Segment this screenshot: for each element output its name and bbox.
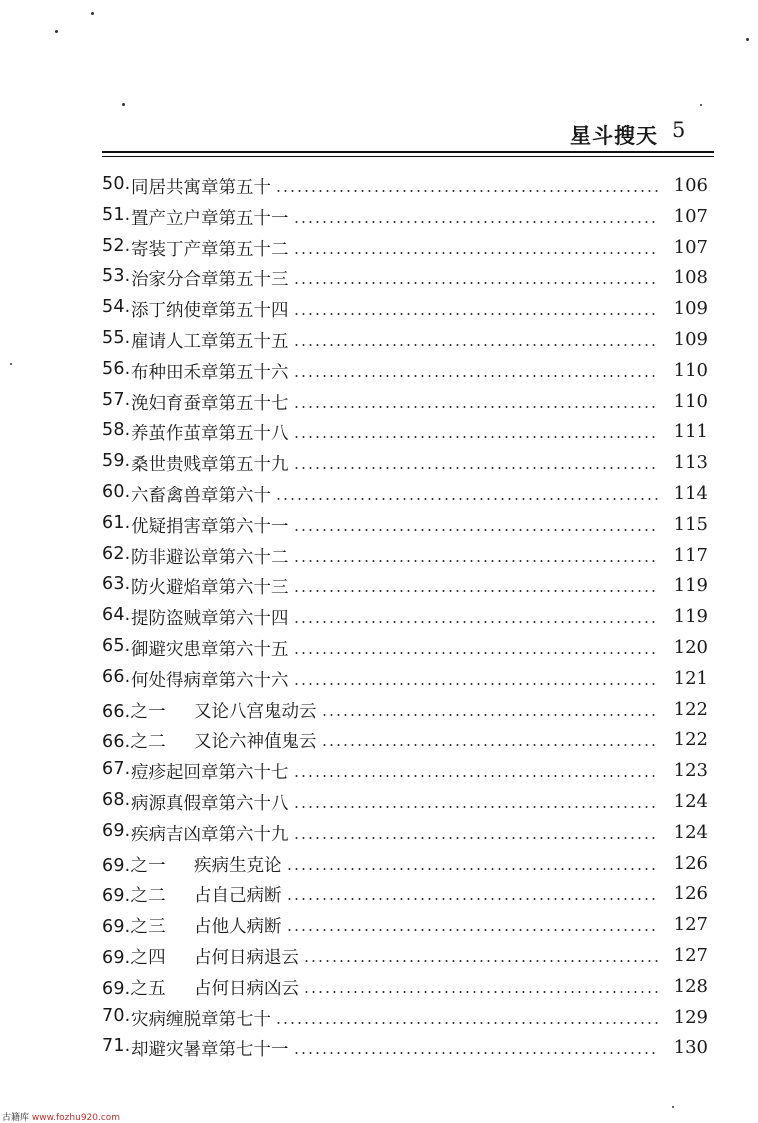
dot-leader — [293, 775, 659, 777]
entry-title: 治家分合章第五十三 — [131, 270, 289, 291]
dot-leader — [293, 560, 659, 562]
dot-leader — [293, 406, 659, 408]
dot-leader — [293, 436, 659, 438]
toc-entry — [102, 757, 714, 788]
scan-speck — [91, 12, 94, 15]
scan-speck — [672, 1106, 674, 1108]
dot-leader — [286, 929, 659, 931]
toc-entry — [102, 172, 714, 203]
toc-entry — [102, 942, 714, 973]
entry-title: 御避灾患章第六十五 — [131, 639, 289, 660]
toc-entry — [102, 665, 714, 696]
entry-number: 70. — [102, 1005, 131, 1026]
toc-entry — [102, 326, 714, 357]
entry-number: 69.之三 — [102, 917, 166, 938]
entry-title: 占自己病断 — [194, 886, 282, 907]
entry-title: 占他人病断 — [194, 917, 282, 938]
entry-title: 疾病生克论 — [194, 855, 282, 876]
toc-entry — [102, 264, 714, 295]
entry-page-number: 130 — [673, 1037, 708, 1059]
entry-title: 养茧作茧章第五十八 — [131, 424, 289, 445]
dot-leader — [275, 190, 659, 192]
entry-number: 53. — [102, 266, 131, 287]
entry-number: 69.之一 — [102, 855, 166, 876]
entry-number: 69.之五 — [102, 978, 166, 999]
entry-number: 63. — [102, 574, 131, 595]
toc-entry — [102, 418, 714, 449]
toc-entry — [102, 542, 714, 573]
toc-entry — [102, 511, 714, 542]
scan-speck — [55, 30, 58, 33]
entry-page-number: 128 — [673, 975, 708, 997]
entry-title: 又论六神值鬼云 — [194, 732, 317, 753]
entry-page-number: 127 — [673, 914, 708, 936]
entry-number: 66.之二 — [102, 732, 166, 753]
entry-title: 防非避讼章第六十二 — [131, 547, 289, 568]
entry-title: 寄装丁产章第五十二 — [131, 239, 289, 260]
entry-title: 灾病缠脱章第七十 — [131, 1009, 271, 1030]
toc-entry — [102, 572, 714, 603]
dot-leader — [293, 529, 659, 531]
entry-title: 提防盗贼章第六十四 — [131, 609, 289, 630]
entry-number: 60. — [102, 481, 131, 502]
entry-title: 却避灾暑章第七十一 — [131, 1040, 289, 1061]
entry-number: 69. — [102, 820, 131, 841]
toc-entry — [102, 1034, 714, 1065]
entry-page-number: 123 — [673, 760, 708, 782]
footer-watermark — [2, 1110, 120, 1123]
entry-number: 66. — [102, 666, 131, 687]
entry-number: 59. — [102, 451, 131, 472]
entry-title: 又论八宫鬼动云 — [194, 701, 317, 722]
entry-number: 65. — [102, 635, 131, 656]
dot-leader — [293, 1052, 659, 1054]
dot-leader — [293, 837, 659, 839]
dot-leader — [293, 683, 659, 685]
scan-speck — [10, 363, 12, 365]
toc-entry — [102, 480, 714, 511]
entry-page-number: 107 — [673, 205, 708, 227]
entry-number: 71. — [102, 1036, 131, 1057]
toc-entry — [102, 850, 714, 881]
scan-speck — [746, 38, 749, 41]
toc-entry — [102, 911, 714, 942]
entry-title: 布种田禾章第五十六 — [131, 362, 289, 383]
dot-leader — [303, 960, 659, 962]
book-title: 星斗搜天 — [570, 124, 658, 148]
entry-title: 添丁纳使章第五十四 — [131, 301, 289, 322]
dot-leader — [293, 652, 659, 654]
entry-title: 何处得病章第六十六 — [131, 670, 289, 691]
entry-page-number: 108 — [673, 267, 708, 289]
entry-number: 69.之四 — [102, 947, 166, 968]
entry-page-number: 117 — [673, 544, 708, 566]
dot-leader — [303, 991, 659, 993]
entry-page-number: 110 — [673, 390, 708, 412]
entry-title: 桑世贵贱章第五十九 — [131, 455, 289, 476]
entry-page-number: 122 — [673, 698, 708, 720]
toc-entry — [102, 880, 714, 911]
entry-number: 55. — [102, 327, 131, 348]
entry-page-number: 121 — [673, 667, 708, 689]
watermark-url: www.fozhu920.com — [31, 1113, 121, 1123]
entry-title: 浼妇育蚕章第五十七 — [131, 393, 289, 414]
entry-page-number: 124 — [673, 790, 708, 812]
toc-entry — [102, 634, 714, 665]
entry-page-number: 115 — [673, 513, 708, 535]
entry-number: 54. — [102, 297, 131, 318]
entry-page-number: 120 — [673, 636, 708, 658]
entry-title: 病源真假章第六十八 — [131, 793, 289, 814]
toc-entry — [102, 819, 714, 850]
entry-page-number: 107 — [673, 236, 708, 258]
dot-leader — [286, 868, 659, 870]
entry-title: 置产立户章第五十一 — [131, 208, 289, 229]
dot-leader — [293, 806, 659, 808]
entry-page-number: 126 — [673, 852, 708, 874]
entry-number: 57. — [102, 389, 131, 410]
dot-leader — [321, 714, 659, 716]
entry-page-number: 122 — [673, 729, 708, 751]
entry-page-number: 106 — [673, 175, 708, 196]
running-header — [570, 120, 710, 150]
toc-entry — [102, 973, 714, 1004]
dot-leader — [293, 344, 659, 346]
page-number: 5 — [672, 118, 686, 142]
entry-title: 防火避焰章第六十三 — [131, 578, 289, 599]
header-rule-thick — [102, 151, 714, 153]
toc-entry — [102, 726, 714, 757]
entry-number: 62. — [102, 543, 131, 564]
entry-page-number: 119 — [673, 606, 708, 628]
entry-page-number: 109 — [673, 328, 708, 350]
entry-number: 67. — [102, 759, 131, 780]
entry-title: 占何日病凶云 — [194, 978, 299, 999]
toc-entry — [102, 203, 714, 234]
entry-number: 58. — [102, 420, 131, 441]
dot-leader — [293, 282, 659, 284]
toc-entry — [102, 696, 714, 727]
dot-leader — [293, 590, 659, 592]
scan-speck — [122, 103, 125, 106]
table-of-contents — [102, 172, 714, 1065]
dot-leader — [293, 375, 659, 377]
toc-entry — [102, 1004, 714, 1035]
entry-number: 68. — [102, 789, 131, 810]
entry-title: 疾病吉凶章第六十九 — [131, 824, 289, 845]
entry-title: 优疑捐害章第六十一 — [131, 516, 289, 537]
entry-title: 六畜禽兽章第六十 — [131, 485, 271, 506]
entry-page-number: 129 — [673, 1006, 708, 1028]
toc-entry — [102, 357, 714, 388]
dot-leader — [321, 744, 659, 746]
entry-title: 痘疹起回章第六十七 — [131, 763, 289, 784]
dot-leader — [286, 898, 659, 900]
scan-speck — [700, 104, 702, 106]
dot-leader — [275, 498, 659, 500]
entry-number: 66.之一 — [102, 701, 166, 722]
entry-page-number: 114 — [673, 482, 708, 504]
entry-page-number: 111 — [673, 421, 708, 443]
entry-page-number: 109 — [673, 298, 708, 320]
dot-leader — [293, 621, 659, 623]
toc-entry — [102, 788, 714, 819]
entry-number: 69.之二 — [102, 886, 166, 907]
entry-title: 占何日病退云 — [194, 947, 299, 968]
dot-leader — [293, 221, 659, 223]
entry-page-number: 113 — [673, 452, 708, 474]
entry-number: 52. — [102, 235, 131, 256]
toc-entry — [102, 603, 714, 634]
toc-entry — [102, 449, 714, 480]
dot-leader — [293, 467, 659, 469]
entry-title: 雇请人工章第五十五 — [131, 331, 289, 352]
header-rule-thin — [102, 156, 714, 157]
toc-entry — [102, 388, 714, 419]
dot-leader — [293, 313, 659, 315]
entry-number: 61. — [102, 512, 131, 533]
dot-leader — [293, 252, 659, 254]
toc-entry — [102, 234, 714, 265]
entry-number: 51. — [102, 204, 131, 225]
watermark-label: 古籍库 — [2, 1113, 30, 1123]
entry-page-number: 110 — [673, 359, 708, 381]
entry-page-number: 119 — [673, 575, 708, 597]
entry-page-number: 127 — [673, 944, 708, 966]
toc-entry — [102, 295, 714, 326]
entry-page-number: 124 — [673, 821, 708, 843]
entry-number: 56. — [102, 358, 131, 379]
entry-title: 同居共寓章第五十 — [131, 178, 271, 198]
entry-number: 50. — [102, 174, 131, 194]
entry-number: 64. — [102, 605, 131, 626]
entry-page-number: 126 — [673, 883, 708, 905]
dot-leader — [275, 1022, 659, 1024]
